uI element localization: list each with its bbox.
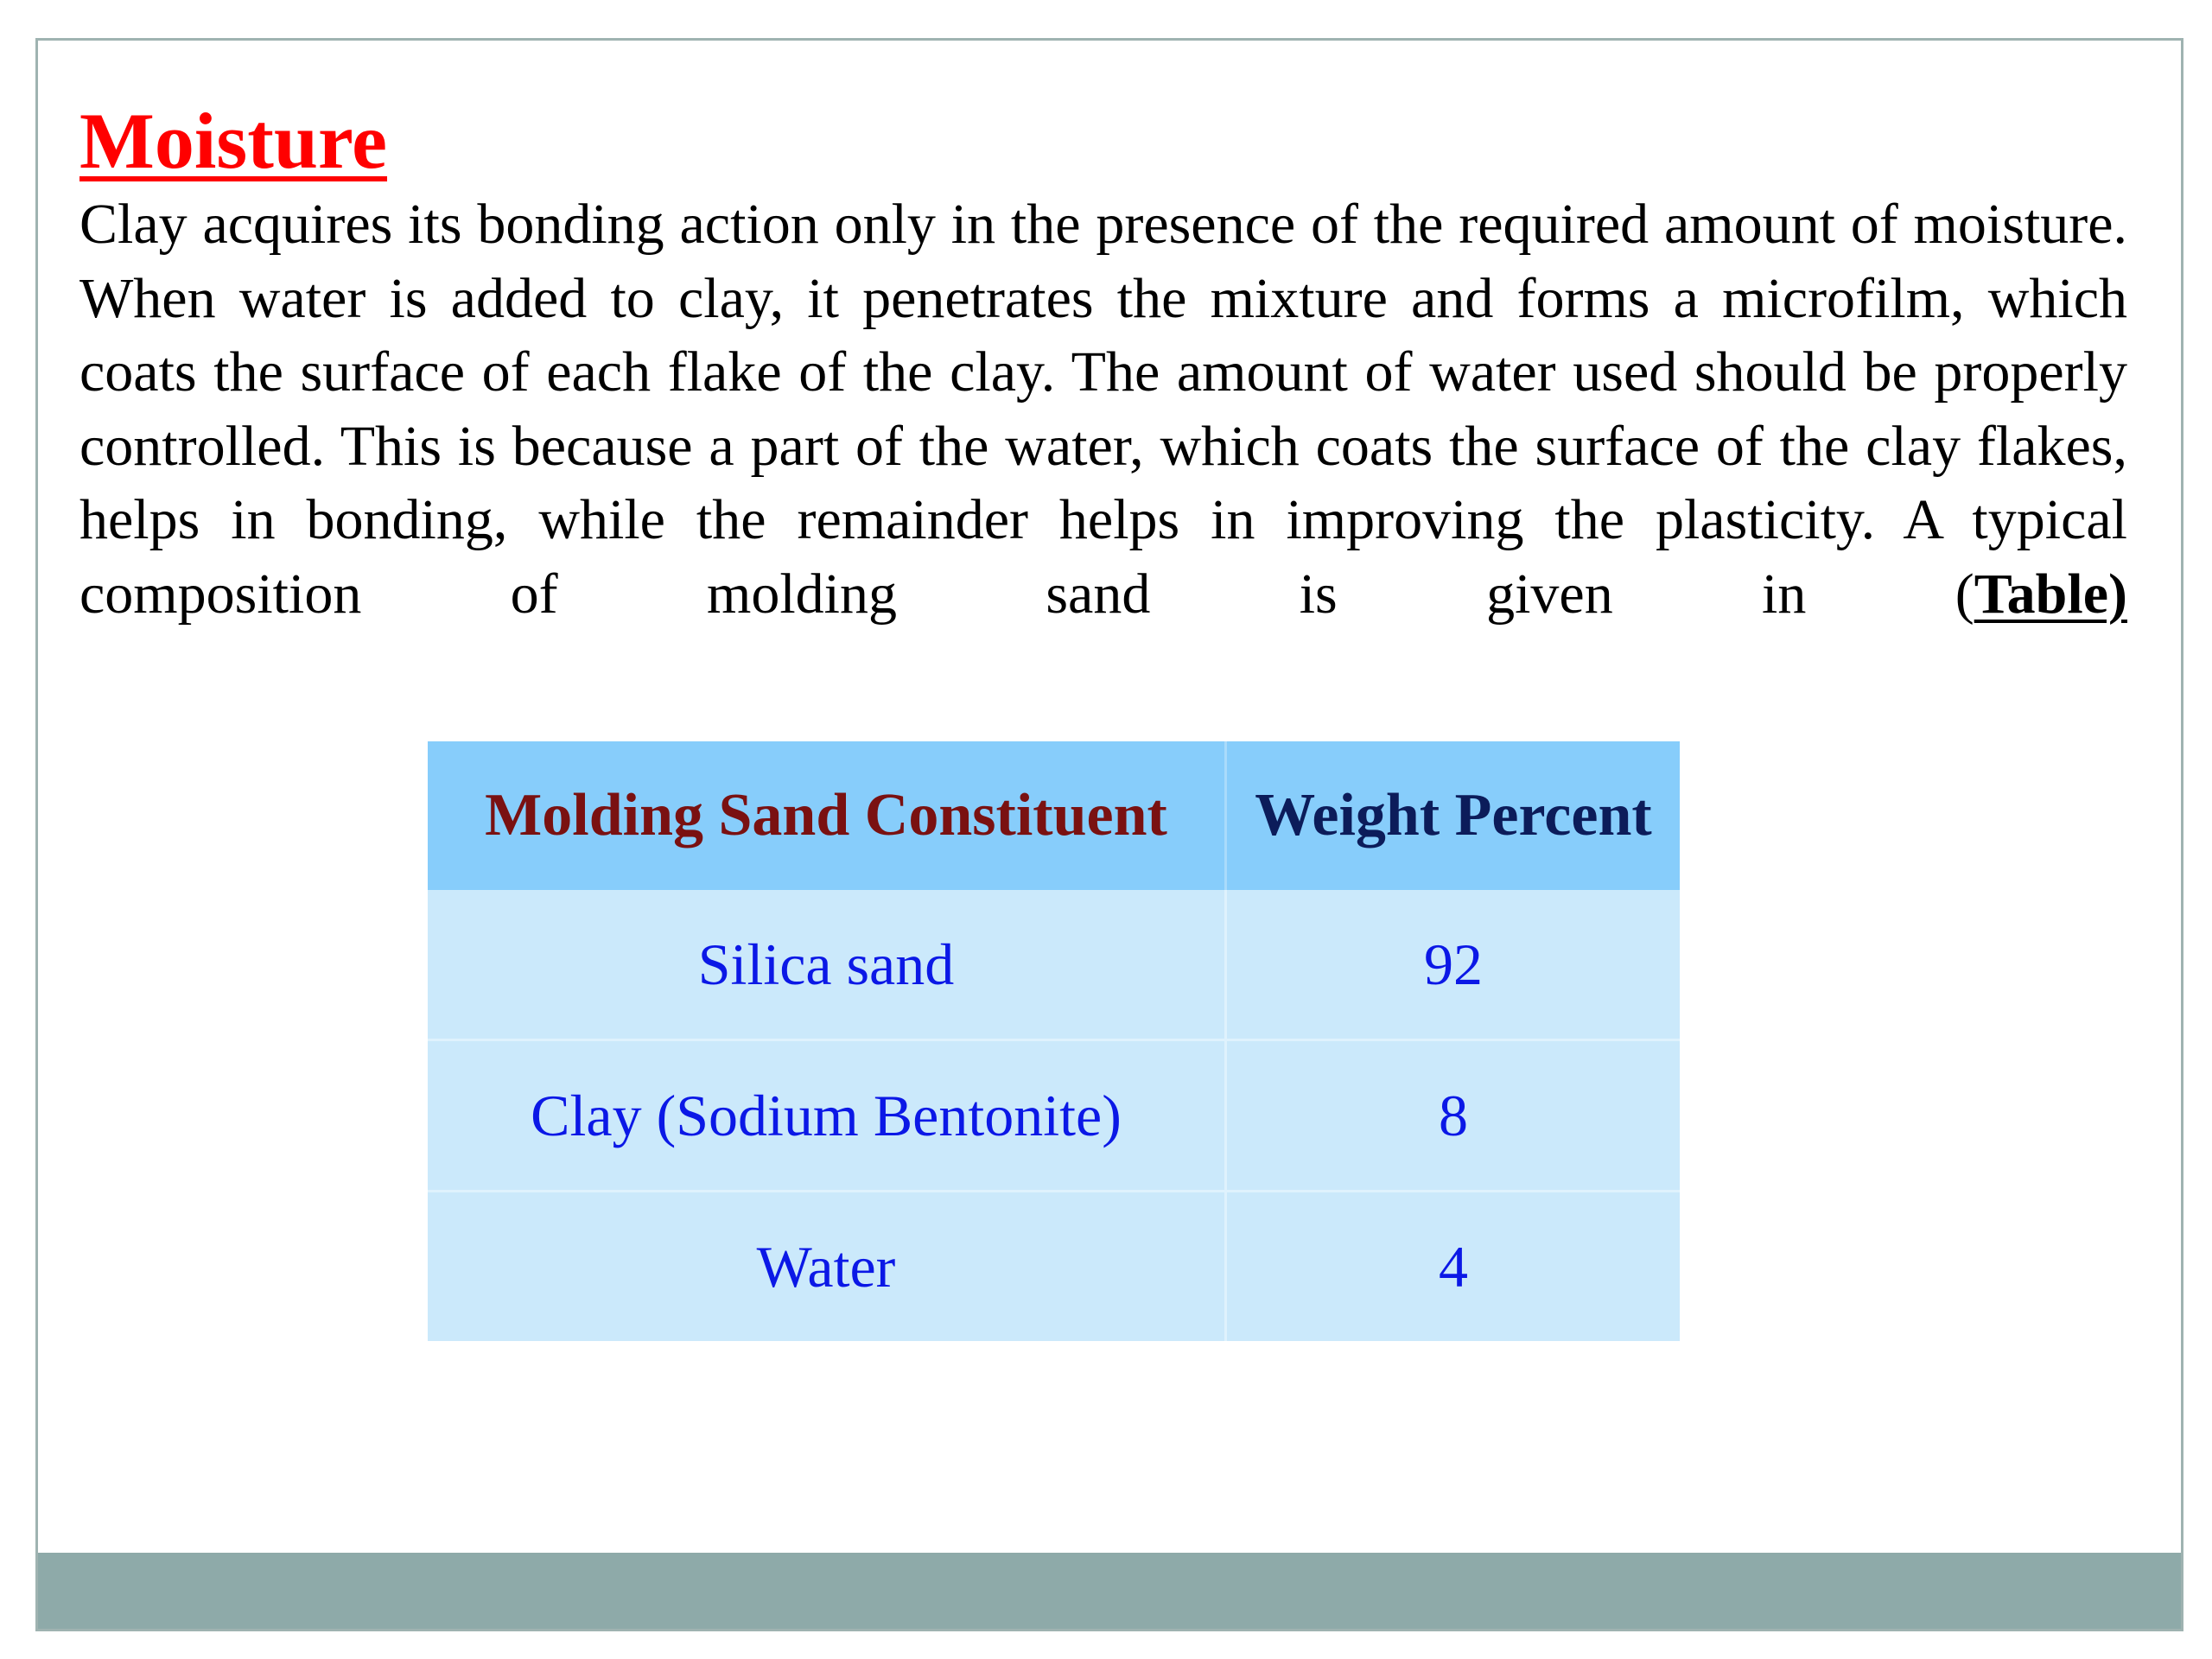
- header-weight-percent: Weight Percent: [1226, 741, 1681, 890]
- table-row: [428, 890, 1680, 1040]
- cell-constituent: Silica sand: [428, 890, 1226, 1040]
- slide-content: [79, 94, 2127, 631]
- cell-weight-percent: 8: [1226, 1040, 1681, 1192]
- table-row: [428, 1040, 1680, 1192]
- slide: [35, 38, 2183, 1631]
- slide-title: Moisture: [79, 97, 388, 185]
- cell-weight-percent: 92: [1226, 890, 1681, 1040]
- cell-constituent: Clay (Sodium Bentonite): [428, 1040, 1226, 1192]
- composition-table: [428, 741, 1680, 1341]
- table-reference: Table): [1974, 562, 2127, 626]
- composition-table-container: [428, 741, 1680, 1341]
- body-paragraph: [79, 188, 2127, 631]
- paragraph-text: Clay acquires its bonding action only in the presence of the required amount of moisture. When water is added to clay, it penetrates the mixture and forms a microfilm, which coats the surface of each flake of the clay. The amount of water used should be properly controlled. This is because a part of the water, which coats the surface of the clay flakes, helps in bonding, while the remainder helps in improving the plasticity. A typical composition of molding sand is given in (: [79, 193, 2127, 626]
- header-constituent: Molding Sand Constituent: [428, 741, 1226, 890]
- cell-weight-percent: 4: [1226, 1192, 1681, 1342]
- cell-constituent: Water: [428, 1192, 1226, 1342]
- table-row: [428, 1192, 1680, 1342]
- table-header-row: [428, 741, 1680, 890]
- footer-bar: [38, 1553, 2181, 1629]
